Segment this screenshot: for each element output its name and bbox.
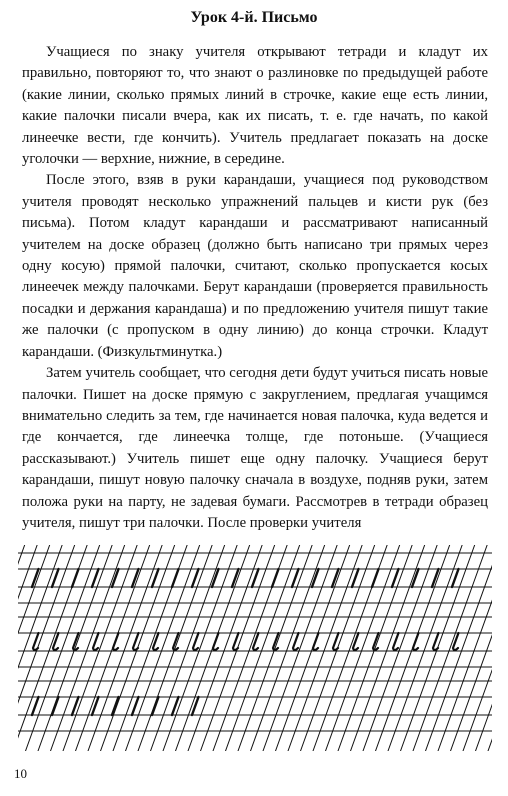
straight-stroke-mark xyxy=(52,697,58,715)
hook-stroke-mark xyxy=(153,633,158,650)
hook-stroke-mark xyxy=(93,633,98,650)
hook-stroke-mark xyxy=(113,633,118,650)
ruling-slant-line xyxy=(188,545,262,751)
hook-stroke-mark xyxy=(393,633,398,650)
hook-stroke-mark xyxy=(253,633,258,650)
hook-stroke-mark xyxy=(33,633,38,650)
hook-stroke-mark xyxy=(53,633,58,650)
ruling-slant-line xyxy=(388,545,462,751)
hook-stroke-mark xyxy=(413,633,418,650)
hook-stroke-mark xyxy=(313,633,318,650)
straight-stroke-mark xyxy=(172,697,178,715)
straight-stroke-mark xyxy=(92,697,98,715)
hook-stroke-mark xyxy=(193,633,198,650)
straight-stroke-mark xyxy=(112,697,118,715)
ruling-slant-line xyxy=(413,545,487,751)
paragraph-3: Затем учитель сообщает, что сегодня дети будут учиться писать новые палочки. Пишет на доске прямую с закруглением, предлагая учащимся внимательно следить за тем, где начинается новая палочка, куда ведется и где кончается, где линеечка толще, где потоньше. (Учащиеся рассказывают.) Учитель пишет еще одну палочку. Учащиеся берут карандаши, пишут новую палочку сначала в воздухе, подняв руки, затем положа руки на парту, не задевая бумаги. Рассмотрев в тетради образец учителя, пишут три палочки. После проверки учителя xyxy=(22,365,488,531)
body-text xyxy=(22,42,488,534)
paragraph-1: Учащиеся по знаку учителя открывают тетради и кладут их правильно, повторяют то, что знают о разлиновке по предыдущей работе (какие линии, сколько прямых линий в строчке, какие еще есть линии, какие палочки писали вчера, как их писать, т. е. где начать, по какой линеечке вести, где кончить). Учитель предлагает показать на доске уголочки — верхние, нижние, в середине. xyxy=(22,44,488,168)
straight-stroke-mark xyxy=(272,569,278,587)
hook-stroke-mark xyxy=(213,633,218,650)
hook-stroke-mark xyxy=(433,633,438,650)
straight-stroke-mark xyxy=(72,697,78,715)
hook-stroke-mark xyxy=(453,633,458,650)
ruling-slant-line xyxy=(88,545,162,751)
straight-stroke-mark xyxy=(32,697,38,715)
hook-stroke-mark xyxy=(353,633,358,650)
straight-stroke-mark xyxy=(372,569,378,587)
lesson-title: Урок 4-й. Письмо xyxy=(190,9,318,26)
straight-stroke-mark xyxy=(152,697,158,715)
ruling-slant-line xyxy=(288,545,362,751)
hook-stroke-mark xyxy=(333,633,338,650)
copybook-ruling-figure xyxy=(18,545,492,751)
ruling-slant-line xyxy=(18,545,37,751)
page-number: 10 xyxy=(14,766,27,781)
straight-stroke-mark xyxy=(172,569,178,587)
paragraph-2: После этого, взяв в руки карандаши, учащиеся под руководством учителя проводят несколько упражнений пальцев и кисти рук (без письма). Потом кладут карандаши и рассматривают написанный учителем на доске образец (должно быть написано три прямых через одну косую) прямой палочки, считают, сколько пропускается косых линеечек между палочками. Берут карандаши (проверяется правильность посадки и держания карандаша) и по предложению учителя пишут такие же палочки (с пропуском в одну линию) до конца строчки. Кладут карандаши. (Физкультминутка.) xyxy=(22,172,488,360)
ruling-slant-line xyxy=(438,545,492,751)
hook-stroke-mark xyxy=(133,633,138,650)
hook-stroke-mark xyxy=(233,633,238,650)
ruling-slant-line xyxy=(476,545,493,751)
straight-stroke-mark xyxy=(72,569,78,587)
hook-stroke-mark xyxy=(293,633,298,650)
straight-stroke-mark xyxy=(192,697,198,715)
straight-stroke-mark xyxy=(132,697,138,715)
